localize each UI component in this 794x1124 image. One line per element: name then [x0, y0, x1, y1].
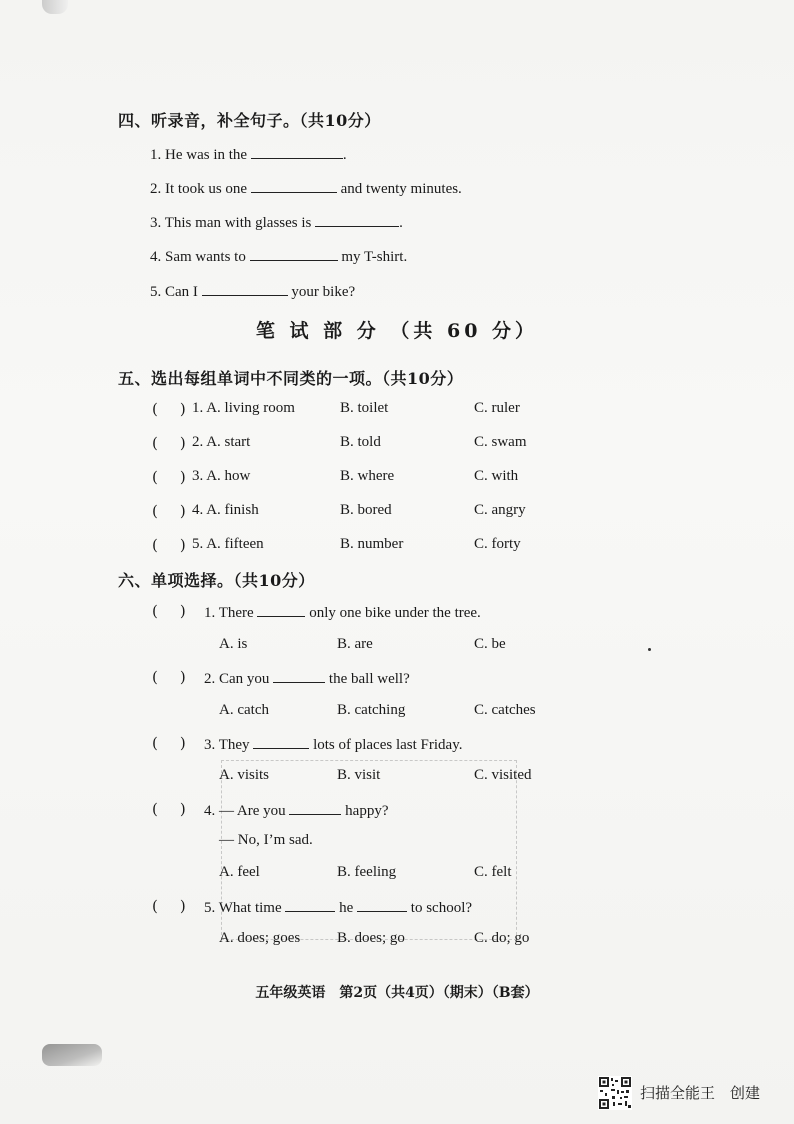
answer-blank[interactable]	[315, 212, 399, 227]
speck	[648, 648, 651, 651]
answer-blank[interactable]	[273, 668, 325, 683]
scanner-brand: 扫描全能王 创建	[640, 1084, 761, 1102]
section5-title: 五、选出每组单词中不同类的一项。（共10分）	[118, 369, 464, 388]
answer-paren[interactable]: ( )	[152, 734, 186, 752]
section4-title: 四、听录音，补全句子。（共10分）	[118, 111, 381, 130]
exam-page: 四、听录音，补全句子。（共10分） 1. He was in the . 2. It took us one and twenty minutes. 3. This man with glasses is . 4. Sam wants to my T-shirt. 5. Can I your bike? 笔 试 部 分 （共 60 分） 五、选出每组单词中不同类的一项。（共10分） ( ) 1. A. living room B. toilet C. ruler ( ) 2. A. start B. told C. swam ( ) 3. A. how B. where C. with ( ) 4. A. finish B. bored C. angry ( ) 5. A. fifteen B. number C. forty 六、单项选择。（共10分） ( ) 1. There only one bike under the tree. A. is B. are C. be ( ) 2. Can you the ball well? A. catch B. catching C. catches ( ) 3. They lots of places last Friday. A. visits B. visit C. visited ( ) 4. — Are you happy? — No, I’m sad. A. feel B. feeling C. felt ( ) 5. What time he to school? A. does; goes B. does; go C. do; go 五年级英语 第2页（共4页）（期末）（B套） 扫描全能王 创建	[0, 0, 794, 1124]
answer-paren[interactable]: ( )	[152, 668, 186, 686]
answer-blank[interactable]	[289, 800, 341, 815]
answer-paren[interactable]: ( )	[152, 897, 186, 915]
s4-item-2: 2. It took us one and twenty minutes.	[150, 178, 462, 198]
answer-blank[interactable]	[202, 281, 288, 296]
scan-shadow	[42, 1044, 102, 1066]
page-footer: 五年级英语 第2页（共4页）（期末）（B套）	[255, 985, 539, 1001]
scan-edge-mark	[42, 0, 68, 14]
answer-paren[interactable]: ( )	[152, 434, 186, 452]
answer-blank[interactable]	[250, 246, 338, 261]
written-part-title: 笔 试 部 分 （共 60 分）	[255, 320, 539, 342]
answer-blank[interactable]	[357, 897, 407, 912]
s4-item-5: 5. Can I your bike?	[150, 281, 355, 301]
answer-paren[interactable]: ( )	[152, 468, 186, 486]
qr-code-icon	[598, 1076, 632, 1110]
s4-item-4: 4. Sam wants to my T-shirt.	[150, 246, 407, 266]
answer-blank[interactable]	[251, 144, 343, 159]
answer-paren[interactable]: ( )	[152, 602, 186, 620]
answer-blank[interactable]	[257, 602, 305, 617]
answer-blank[interactable]	[251, 178, 337, 193]
answer-paren[interactable]: ( )	[152, 800, 186, 818]
answer-blank[interactable]	[285, 897, 335, 912]
section6-title: 六、单项选择。（共10分）	[118, 571, 315, 590]
answer-paren[interactable]: ( )	[152, 400, 186, 418]
s4-item-3: 3. This man with glasses is .	[150, 212, 403, 232]
answer-blank[interactable]	[253, 734, 309, 749]
answer-paren[interactable]: ( )	[152, 502, 186, 520]
answer-paren[interactable]: ( )	[152, 536, 186, 554]
s4-item-1: 1. He was in the .	[150, 144, 347, 164]
